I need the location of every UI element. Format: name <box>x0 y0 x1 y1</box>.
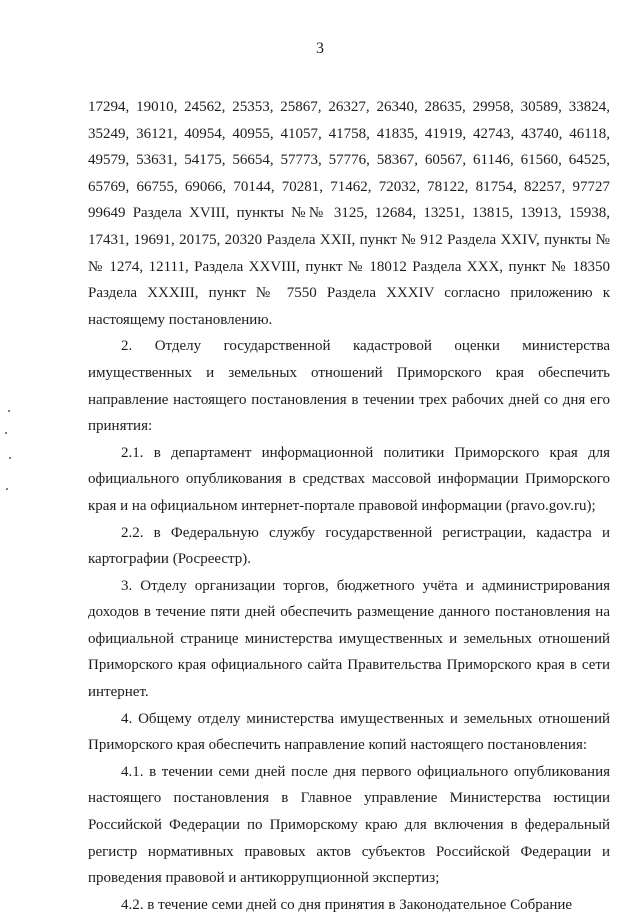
paragraph-4-2: 4.2. в течение семи дней со дня принятия в Законодательное Собрание <box>121 896 573 913</box>
paragraph-4: 4. Общему отделу министерства имущественных и земельных отношений Приморского края обеспечить направление копий настоящего постановления: <box>88 710 610 754</box>
document-body <box>88 94 610 918</box>
page-number: 3 <box>316 40 324 57</box>
scan-margin-marks <box>2 410 12 510</box>
paragraph-2-2: 2.2. в Федеральную службу государственной регистрации, кадастра и картографии (Росреестр). <box>88 524 610 568</box>
paragraph-item-list-continuation: 17294, 19010, 24562, 25353, 25867, 26327, 26340, 28635, 29958, 30589, 33824, 35249, 36121, 40954, 40955, 41057, 41758, 41835, 41919, 42743, 43740, 46118, 49579, 53631, 54175, 56654, 57773, 57776, 58367, 60567, 61146, 61560, 64525, 65769, 66755, 69066, 70144, 70281, 71462, 72032, 78122, 81754, 82257, 97727 99649 Раздела XVIII, пункты №№ 3125, 12684, 13251, 13815, 13913, 15938, 17431, 19691, 20175, 20320 Раздела XXII, пункт № 912 Раздела XXIV, пункты №№ 1274, 12111, Раздела XXVIII, пункт № 18012 Раздела XXX, пункт № 18350 Раздела XXXIII, пункт № 7550 Раздела XXXIV согласно приложению к настоящему постановлению. <box>88 99 610 328</box>
paragraph-3: 3. Отделу организации торгов, бюджетного учёта и администрирования доходов в течение пяти дней обеспечить размещение данного постановления на официальной странице министерства имущественных и земельных отношений Приморского края официального сайта Правительства Приморского края в сети интернет. <box>88 577 610 701</box>
paragraph-2: 2. Отделу государственной кадастровой оценки министерства имущественных и земельных отношений Приморского края обеспечить направление настоящего постановления в течении трех рабочих дней со дня его принятия: <box>88 338 610 435</box>
paragraph-2-1: 2.1. в департамент информационной политики Приморского края для официального опубликования в средствах массовой информации Приморского края и на официальном интернет-портале правовой информации (pravo.gov.ru); <box>88 444 610 514</box>
paragraph-4-1: 4.1. в течении семи дней после дня первого официального опубликования настоящего постановления в Главное управление Министерства юстиции Российской Федерации по Приморскому краю для включения в федеральный регистр нормативных правовых актов субъектов Российской Федерации и проведения правовой и антикоррупционной экспертиз; <box>88 763 610 887</box>
